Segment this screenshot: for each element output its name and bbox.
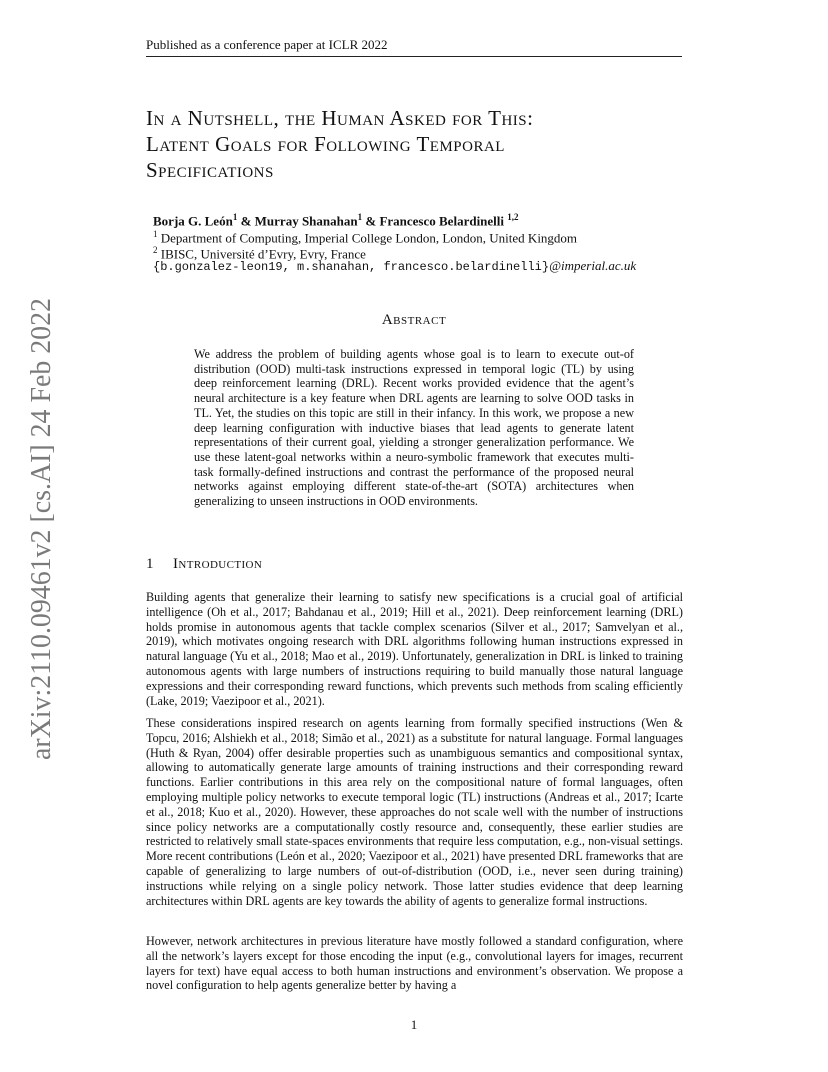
author-1-affil: 1: [232, 212, 238, 222]
section-heading: [146, 556, 682, 573]
section-number: 1: [146, 556, 154, 572]
intro-paragraph-3: However, network architectures in previous literature have mostly followed a standard configuration, where all the network’s layers except for those encoding the input (e.g., convolutional layers for images, recurrent layers for text) have equal access to both human instructions and environment’s observation. We propose a novel configuration to help agents generalize better by having a: [146, 934, 683, 993]
author-emails: [153, 258, 713, 275]
author-sep: &: [237, 213, 255, 229]
arxiv-identifier-text: arXiv:2110.09461v2 [cs.AI] 24 Feb 2022: [26, 295, 57, 760]
affiliation-1-text: Department of Computing, Imperial College London, London, United Kingdom: [160, 230, 578, 246]
paper-title: [146, 105, 686, 183]
title-line-3: Specifications: [146, 158, 274, 182]
author-3-affil: 1,2: [507, 212, 519, 222]
page-number: 1: [410, 1017, 418, 1032]
author-2-affil: 1: [357, 212, 363, 222]
arxiv-identifier[interactable]: [16, 295, 62, 760]
abstract-heading: Abstract: [381, 312, 447, 328]
section-title: Introduction: [173, 556, 263, 572]
author-1: Borja G. León: [153, 213, 233, 229]
intro-paragraph-2: These considerations inspired research on agents learning from formally specified instructions (Wen & Topcu, 2016; Alshiekh et al., 2018; Simão et al., 2021) as a substitute for natural language. Formal languages (Huth & Ryan, 2004) offer desirable properties such as unambiguous semantics and compositional syntax, allowing to automatically generate large amounts of training instructions and their corresponding reward functions. Earlier contributions in this area rely on the compositional nature of formal languages, often employing multiple policy networks to execute temporal logic (TL) instructions (Andreas et al., 2017; Icarte et al., 2018; Kuo et al., 2020). However, these approaches do not scale well with the number of instructions since policy networks are a computationally costly resource and, consequently, these earlier studies are restricted to relatively small state-spaces environments that require less computation, e.g., non-visual settings. More recent contributions (León et al., 2020; Vaezipoor et al., 2021) have presented DRL frameworks that are capable of generalizing to large numbers of out-of-distribution (OOD, i.e., never seen during training) instructions while relying on a single policy network. Those latter studies evidence that deep learning architectures within DRL agents are key towards the ability of agents to generalize formal instructions.: [146, 716, 683, 908]
author-sep: &: [362, 213, 380, 229]
author-3: Francesco Belardinelli: [379, 213, 505, 229]
email-domain: @imperial.ac.uk: [549, 258, 637, 273]
affiliation-2-marker: 2: [153, 245, 158, 255]
title-line-2: Latent Goals for Following Temporal: [146, 132, 505, 156]
running-header: Published as a conference paper at ICLR 2022: [146, 37, 682, 57]
abstract-text: We address the problem of building agents whose goal is to learn to execute out-of distribution (OOD) multi-task instructions expressed in temporal logic (TL) by using deep reinforcement learning (DRL). Recent works provided evidence that the agent’s neural architecture is a key feature when DRL agents are learning to solve OOD tasks in TL. Yet, the studies on this topic are still in their infancy. In this work, we propose a new deep learning configuration with inductive biases that lead agents to generate latent representations of their current goal, yielding a stronger generalization performance. We use these latent-goal networks within a neuro-symbolic framework that executes multi-task formally-defined instructions and contrast the performance of the proposed neural networks against employing different state-of-the-art (SOTA) architectures when generalizing to unseen instructions in OOD environments.: [194, 347, 634, 509]
intro-paragraph-1: Building agents that generalize their learning to satisfy new specifications is a crucial goal of artificial intelligence (Oh et al., 2017; Bahdanau et al., 2019; Hill et al., 2021). Deep reinforcement learning (DRL) holds promise in autonomous agents that tackle complex scenarios (Silver et al., 2017; Samvelyan et al., 2019), which motivates ongoing research with DRL algorithms following human instructions expressed in natural language (Yu et al., 2018; Mao et al., 2019). Unfortunately, generalization in DRL is linked to training autonomous agents with large numbers of instructions requiring to build manually those natural language expressions and their corresponding reward functions, which prevents such methods from scaling efficiently (Lake, 2019; Vaezipoor et al., 2021).: [146, 590, 683, 708]
email-users: {b.gonzalez-leon19, m.shanahan, francesco.belardinelli}: [153, 260, 550, 274]
title-line-1: In a Nutshell, the Human Asked for This:: [146, 106, 534, 130]
affiliation-2-text: IBISC, Université d’Evry, Evry, France: [160, 246, 366, 262]
affiliation-1-marker: 1: [153, 229, 158, 239]
author-2: Murray Shanahan: [254, 213, 358, 229]
